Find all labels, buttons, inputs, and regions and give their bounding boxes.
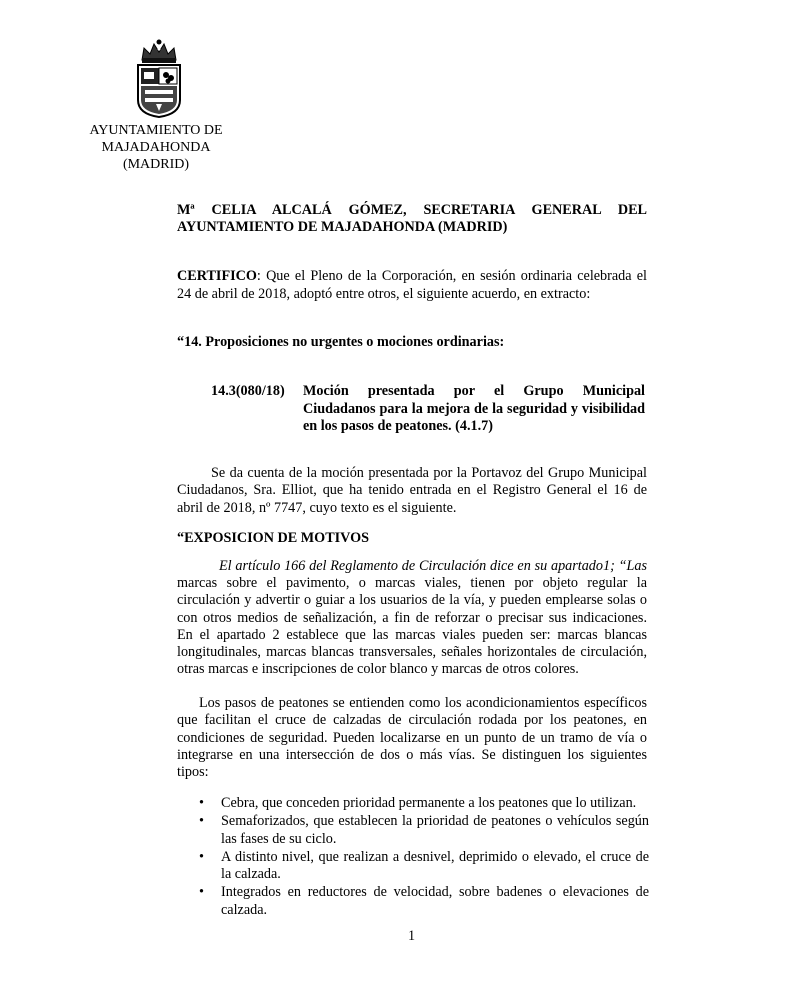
list-item bbox=[197, 813, 649, 848]
motion-title bbox=[303, 383, 645, 436]
document-title bbox=[177, 202, 647, 236]
pasos-line-4: integrarse en una intersección de dos o más vías. Se distinguen los siguientes bbox=[177, 746, 647, 763]
list-item-line-1: Cebra, que conceden prioridad permanente a los peatones que lo utilizan. bbox=[221, 795, 637, 811]
org-line-3: (MADRID) bbox=[122, 157, 190, 172]
article-line-7: otras marcas e inscripciones de color blanco y marcas de otros colores. bbox=[177, 661, 579, 678]
article-line-4: con otros medios de señalización, a fin de reforzar o precisar sus indicaciones. bbox=[177, 609, 647, 626]
bullet-icon: • bbox=[199, 884, 204, 901]
intro-line-2: Ciudadanos, Sra. Elliot, que ha tenido entrada en el Registro General el 16 de bbox=[177, 482, 647, 499]
certifico-line-2: 24 de abril de 2018, adoptó entre otros, el siguiente acuerdo, en extracto: bbox=[177, 286, 591, 302]
exposicion-heading: “EXPOSICION DE MOTIVOS bbox=[177, 530, 370, 546]
article-line-6: longitudinales, marcas blancas transversales, señales horizontales de circulación, bbox=[177, 644, 647, 661]
list-item bbox=[197, 795, 649, 812]
intro-line-3: abril de 2018, nº 7747, cuyo texto es el siguiente. bbox=[177, 499, 457, 516]
list-item-line-1: A distinto nivel, que realizan a desnivel, deprimido o elevado, el cruce de bbox=[221, 848, 649, 865]
crossing-types-list bbox=[197, 795, 649, 920]
certifico-paragraph bbox=[177, 267, 647, 303]
title-line-2: AYUNTAMIENTO DE MAJADAHONDA (MADRID) bbox=[177, 219, 508, 235]
pasos-line-3: condiciones de seguridad. Pueden localizarse en un punto de un tramo de vía o bbox=[177, 729, 647, 746]
article-line-5: En el apartado 2 establece que las marcas viales pueden ser: marcas blancas bbox=[177, 626, 647, 643]
motion-number: 14.3(080/18) bbox=[211, 383, 285, 399]
bullet-icon: • bbox=[199, 813, 204, 830]
section-heading: “14. Proposiciones no urgentes o mociones ordinarias: bbox=[177, 334, 505, 350]
list-item-line-1: Integrados en reductores de velocidad, sobre badenes o elevaciones de bbox=[221, 884, 649, 901]
article-italic-line: El artículo 166 del Reglamento de Circulación dice en su apartado1; “Las bbox=[219, 558, 647, 574]
org-line-2: MAJADAHONDA bbox=[101, 140, 211, 155]
org-line-1: AYUNTAMIENTO DE bbox=[89, 123, 223, 138]
motion-title-line-2: Ciudadanos para la mejora de la seguridad y visibilidad bbox=[303, 400, 645, 417]
motion-title-line-3: en los pasos de peatones. (4.1.7) bbox=[303, 418, 493, 434]
article-line-2: marcas sobre el pavimento, o marcas viales, tienen por objeto regular la bbox=[177, 575, 647, 592]
organization-name bbox=[80, 122, 232, 173]
list-item bbox=[197, 884, 649, 919]
title-line-1: Mª CELIA ALCALÁ GÓMEZ, SECRETARIA GENERAL DEL bbox=[177, 202, 647, 218]
pasos-line-5: tipos: bbox=[177, 764, 209, 781]
list-item-line-2: calzada. bbox=[221, 901, 268, 918]
page-number: 1 bbox=[408, 928, 416, 944]
motion-title-line-1: Moción presentada por el Grupo Municipal bbox=[303, 383, 645, 399]
article-paragraph bbox=[177, 558, 647, 678]
intro-paragraph bbox=[177, 465, 647, 517]
list-item-line-2: las fases de su ciclo. bbox=[221, 830, 337, 847]
bullet-icon: • bbox=[199, 795, 204, 811]
list-item-line-1: Semaforizados, que establecen la prioridad de peatones o vehículos según bbox=[221, 813, 649, 830]
list-item bbox=[197, 849, 649, 884]
certifico-line-1: : Que el Pleno de la Corporación, en sesión ordinaria celebrada el bbox=[256, 268, 647, 284]
coat-of-arms-icon bbox=[134, 38, 184, 118]
pasos-paragraph bbox=[177, 695, 647, 781]
list-item-line-2: la calzada. bbox=[221, 866, 281, 883]
pasos-line-2: que facilitan el cruce de calzadas de circulación rodada por los peatones, en bbox=[177, 712, 647, 729]
article-line-3: circulación y advertir o guiar a los usuarios de la vía, y pueden emplearse solas o bbox=[177, 592, 647, 609]
bullet-icon: • bbox=[199, 848, 204, 865]
pasos-line-1: Los pasos de peatones se entienden como los acondicionamientos específicos bbox=[199, 695, 647, 711]
intro-line-1: Se da cuenta de la moción presentada por la Portavoz del Grupo Municipal bbox=[211, 465, 647, 481]
certifico-label: CERTIFICO bbox=[177, 268, 257, 284]
